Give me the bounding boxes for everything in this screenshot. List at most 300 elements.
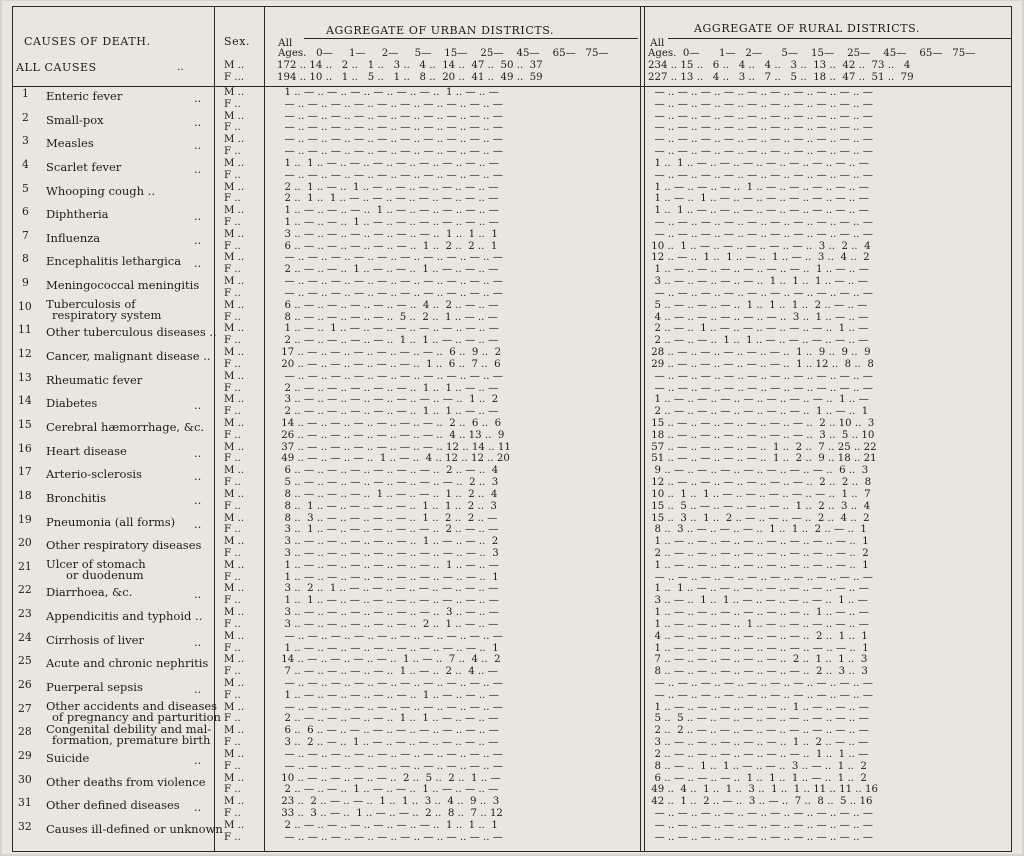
urban-row: — .. — .. — .. — .. — .. — .. — .. — .. — .. —	[278, 370, 503, 382]
cause-number: 27	[18, 701, 32, 715]
rural-column-rule-double	[644, 6, 645, 852]
sex-cell: M ..	[224, 299, 245, 311]
sex-cell: F ..	[224, 713, 241, 725]
urban-row: — .. — .. — .. — .. — .. — .. — .. — .. — .. —	[278, 134, 503, 146]
cause-number: 13	[18, 370, 32, 384]
sex-cell: F ..	[224, 287, 241, 299]
cause-name: Enteric fever	[46, 89, 123, 103]
cause-name: Congenital debility and mal-	[46, 722, 212, 737]
cause-name: Other respiratory diseases	[46, 538, 202, 553]
urban-row: 33 .. 3 .. — .. 1 .. — .. — .. 2 .. 8 .. 7 .. 12	[278, 808, 503, 820]
cause-name: Rheumatic fever	[46, 372, 143, 387]
rural-row: 1 .. 1 .. — .. — .. — .. — .. — .. — .. — .. —	[648, 157, 869, 169]
cause-name: Causes ill-defined or unknown	[46, 821, 223, 836]
urban-row: 1 .. — .. — .. — .. — .. — .. 1 .. — .. — .. —	[278, 689, 499, 701]
urban-row: 1 .. — .. — .. — .. 1 .. — .. — .. — .. — .. —	[278, 205, 499, 217]
urban-row: 1 .. — .. 1 .. — .. — .. — .. — .. — .. — .. —	[278, 323, 499, 335]
cause-number: 5	[22, 181, 29, 195]
sex-cell: F ..	[224, 784, 241, 796]
sex-cell: M ..	[224, 394, 245, 406]
cause-dots: ..	[194, 161, 202, 176]
sex-cell: F ..	[224, 429, 241, 441]
urban-row: — .. — .. — .. — .. — .. — .. — .. — .. — .. —	[278, 276, 503, 288]
urban-row: 2 .. — .. — .. — .. — .. 1 .. 1 .. — .. — .. —	[278, 713, 499, 725]
urban-row: — .. — .. — .. — .. — .. — .. — .. — .. — .. —	[278, 110, 503, 122]
cause-number: 22	[18, 583, 32, 597]
urban-row: 1 .. — .. — .. — .. — .. — .. — .. — .. — .. 1	[278, 642, 499, 654]
cause-dots: ..	[194, 587, 202, 602]
sex-cell: M ..	[224, 536, 245, 548]
urban-age-header: Ages. 0— 1— 2— 5— 15— 25— 45— 65— 75—	[278, 48, 609, 59]
cause-name: Diphtheria	[46, 207, 109, 222]
cause-dots: ..	[194, 209, 202, 224]
rural-row: 28 .. — .. — .. — .. — .. — .. 1 .. 9 .. 9 .. 9	[648, 347, 871, 359]
urban-row: — .. — .. — .. — .. — .. — .. — .. — .. — .. —	[278, 287, 503, 299]
sex-cell: M ..	[224, 678, 245, 689]
sex-cell: M ..	[224, 748, 245, 760]
urban-row: — .. — .. — .. — .. — .. — .. — .. — .. — .. —	[278, 760, 503, 772]
urban-row: 8 .. — .. — .. — .. 1 .. — .. — .. 1 .. 2 .. 4	[278, 488, 498, 500]
rural-row: 4 .. — .. — .. — .. — .. — .. 3 .. 1 .. — .. —	[648, 311, 869, 323]
cause-number: 31	[18, 796, 32, 810]
urban-row: 3 .. 1 .. — .. — .. — .. — .. — .. 2 .. — .. —	[278, 524, 499, 536]
cause-dots: ..	[194, 232, 202, 247]
causes-heading: CAUSES OF DEATH.	[24, 35, 151, 48]
cause-name: Suicide	[46, 750, 90, 765]
all-causes-rural-male: 234 .. 15 .. 6 .. 4 .. 4 .. 3 .. 13 .. 42 .. 73 .. 4	[648, 60, 911, 71]
rural-row: 1 .. — .. — .. — .. — .. — .. — .. 1 .. — .. —	[648, 264, 869, 276]
urban-column-rule	[264, 6, 265, 852]
cause-name-continued: formation, premature birth	[52, 733, 211, 748]
urban-row: 5 .. — .. — .. — .. — .. — .. — .. — .. 2 .. 3	[278, 477, 499, 489]
rural-row: 2 .. — .. — .. — .. — .. — .. — .. — .. — .. 2	[648, 547, 869, 559]
rural-row: — .. — .. — .. — .. — .. — .. — .. — .. — .. —	[648, 831, 873, 843]
sex-cell: M ..	[224, 110, 245, 122]
cause-dots: ..	[194, 492, 202, 507]
sex-cell: F ..	[224, 571, 241, 583]
rural-row: 7 .. — .. — .. — .. — .. — .. 2 .. 1 .. 1 .. 3	[648, 654, 868, 666]
sex-cell: M ..	[224, 157, 245, 169]
cause-name: Other tuberculous diseases ..	[46, 325, 217, 340]
urban-heading: AGGREGATE OF URBAN DISTRICTS.	[326, 24, 555, 37]
rural-row: 15 .. 5 .. — .. — .. — .. — .. 1 .. 2 .. 3 .. 4	[648, 500, 871, 512]
rural-row: 10 .. 1 .. 1 .. — .. — .. — .. — .. — .. 1 .. 7	[648, 488, 871, 500]
urban-row: 3 .. — .. — .. — .. — .. — .. 1 .. — .. — .. 2	[278, 536, 499, 548]
cause-number: 2	[22, 110, 29, 124]
urban-row: 1 .. — .. — .. 1 .. — .. — .. — .. — .. — .. —	[278, 217, 499, 229]
cause-name: Whooping cough ..	[46, 183, 156, 198]
sex-cell: M ..	[224, 205, 245, 217]
rural-row: 8 .. — .. 1 .. 1 .. — .. — .. 3 .. — .. 1 .. 2	[648, 760, 867, 772]
rural-row: 1 .. — .. — .. — .. — .. — .. — .. — .. — .. 1	[648, 559, 869, 571]
cause-number: 28	[18, 725, 32, 739]
urban-row: 3 .. — .. — .. — .. — .. — .. — .. — .. — .. 3	[278, 547, 499, 559]
cause-dots: ..	[194, 516, 202, 531]
rural-row: 1 .. 1 .. — .. — .. — .. — .. — .. — .. — .. —	[648, 583, 869, 595]
rural-row: 18 .. — .. — .. — .. — .. — .. — .. 3 .. 5 .. 10	[648, 429, 875, 441]
cause-number: 20	[18, 536, 32, 550]
cause-name: Diarrhoea, &c.	[46, 585, 133, 600]
rural-row: 1 .. — .. — .. — .. — .. — .. — .. — .. — .. 1	[648, 536, 869, 548]
cause-dots: ..	[194, 138, 202, 153]
sex-cell: M ..	[224, 559, 245, 571]
urban-row: 3 .. — .. — .. — .. — .. — .. 2 .. 1 .. — .. —	[278, 618, 499, 630]
cause-number: 15	[18, 417, 32, 431]
rural-heading: AGGREGATE OF RURAL DISTRICTS.	[694, 22, 921, 35]
cause-number: 4	[22, 157, 29, 171]
rural-row: 8 .. 3 .. — .. — .. — .. 1 .. 1 .. 2 .. — .. 1	[648, 524, 867, 536]
rural-row: 4 .. — .. — .. — .. — .. — .. — .. 2 .. 1 .. 1	[648, 630, 868, 642]
urban-row: 26 .. — .. — .. — .. — .. — .. — .. 4 .. 13 .. 9	[278, 429, 505, 441]
urban-row: 3 .. 2 .. 1 .. — .. — .. — .. — .. — .. — .. —	[278, 583, 499, 595]
sex-cell: M ..	[224, 347, 245, 359]
sex-cell: F ..	[224, 666, 241, 678]
urban-row: 17 .. — .. — .. — .. — .. — .. — .. 6 .. 9 .. 2	[278, 347, 502, 359]
cause-name: Measles	[46, 136, 94, 151]
cause-dots: ..	[194, 469, 202, 484]
cause-number: 21	[18, 559, 32, 573]
urban-row: — .. — .. — .. — .. — .. — .. — .. — .. — .. —	[278, 122, 503, 134]
cause-name: Small-pox	[46, 112, 104, 127]
urban-row: 2 .. — .. — .. 1 .. — .. — .. 1 .. — .. — .. —	[278, 264, 499, 276]
urban-row: — .. — .. — .. — .. — .. — .. — .. — .. — .. —	[278, 678, 503, 689]
cause-dots: ..	[194, 398, 202, 413]
sex-cell: M ..	[224, 819, 245, 831]
sex-cell: F ..	[224, 406, 241, 418]
sex-cell: M ..	[224, 228, 245, 240]
all-causes-sex-m: M ..	[224, 60, 245, 71]
cause-number: 9	[22, 276, 29, 290]
sex-cell: F ..	[224, 217, 241, 229]
cause-number: 18	[18, 488, 32, 502]
urban-row: 1 .. — .. — .. — .. — .. — .. — .. — .. — .. 1	[278, 571, 499, 583]
urban-row: 2 .. — .. — .. — .. — .. — .. 1 .. 1 .. — .. —	[278, 406, 499, 418]
sex-cell: F ..	[224, 122, 241, 134]
sex-cell: F ..	[224, 240, 241, 252]
cause-name: Other defined diseases	[46, 798, 180, 813]
rural-row: — .. — .. — .. — .. — .. — .. — .. — .. — .. —	[648, 678, 873, 689]
cause-dots: ..	[194, 114, 202, 129]
urban-row: 37 .. — .. — .. — .. — .. — .. — .. 12 .. 14 .. 11	[278, 441, 511, 453]
urban-row: 3 .. — .. — .. — .. — .. — .. — .. 3 .. — .. —	[278, 607, 499, 619]
sex-cell: F ..	[224, 547, 241, 559]
cause-number: 12	[18, 347, 32, 361]
urban-row: — .. — .. — .. — .. — .. — .. — .. — .. — .. —	[278, 98, 503, 110]
cause-number: 26	[18, 678, 32, 691]
urban-row: — .. — .. — .. — .. — .. — .. — .. — .. — .. —	[278, 701, 503, 713]
sex-cell: F ..	[224, 737, 241, 749]
sex-cell: M ..	[224, 87, 245, 98]
rural-row: — .. — .. — .. — .. — .. — .. — .. — .. — .. —	[648, 228, 873, 240]
rural-row: — .. — .. — .. — .. — .. — .. — .. — .. — .. —	[648, 217, 873, 229]
all-causes-sex-f: F ...	[224, 72, 245, 83]
rural-row: 10 .. 1 .. — .. — .. — .. — .. — .. 3 .. 2 .. 4	[648, 240, 871, 252]
urban-row: 8 .. 3 .. — .. — .. — .. — .. 1 .. 2 .. 2 .. —	[278, 512, 498, 524]
cause-name: Scarlet fever	[46, 159, 122, 174]
sex-cell: M ..	[224, 725, 245, 737]
cause-name: Encephalitis lethargica	[46, 254, 182, 269]
urban-row: 2 .. — .. — .. 1 .. — .. — .. 1 .. — .. — .. —	[278, 784, 499, 796]
sex-cell: F ..	[224, 760, 241, 772]
cause-name: Cirrhosis of liver	[46, 632, 144, 647]
cause-dots: ..	[194, 634, 202, 649]
urban-row: 6 .. — .. — .. — .. — .. — .. 4 .. 2 .. — .. —	[278, 299, 499, 311]
urban-all-label: All	[278, 37, 293, 49]
rural-row: 2 .. — .. 1 .. — .. — .. — .. — .. — .. 1 .. —	[648, 323, 869, 335]
cause-name: Cancer, malignant disease ..	[46, 349, 211, 364]
cause-name: Ulcer of stomach	[46, 556, 146, 571]
rural-row: — .. — .. — .. — .. — .. — .. — .. — .. — .. —	[648, 808, 873, 820]
rural-row: 5 .. — .. — .. — .. 1 .. 1 .. 1 .. 2 .. — .. —	[648, 299, 868, 311]
rural-column-rule	[640, 6, 641, 852]
rural-row: 1 .. — .. — .. — .. — .. — .. — .. — .. 1 .. —	[648, 394, 869, 406]
sex-heading: Sex.	[224, 35, 251, 48]
rural-row: 15 .. 3 .. 1 .. 2 .. — .. — .. — .. 2 .. 4 .. 2	[648, 512, 870, 524]
sex-cell: F ..	[224, 335, 241, 347]
sex-cell: M ..	[224, 583, 245, 595]
rural-row: 51 .. — .. — .. — .. — .. 1 .. 2 .. 9 .. 18 .. 21	[648, 453, 877, 465]
urban-row: — .. — .. — .. — .. — .. — .. — .. — .. — .. —	[278, 146, 503, 158]
cause-name: Influenza	[46, 230, 101, 245]
cause-name: Other deaths from violence	[46, 774, 206, 789]
cause-number: 6	[22, 205, 29, 219]
sex-cell: M ..	[224, 630, 245, 642]
rural-row: — .. — .. — .. — .. — .. — .. — .. — .. — .. —	[648, 689, 873, 701]
cause-name: Pneumonia (all forms)	[46, 514, 176, 529]
sex-cell: M ..	[224, 796, 245, 808]
rural-row: 57 .. — .. — .. — .. — .. 1 .. 2 .. 7 .. 25 .. 22	[648, 441, 877, 453]
rural-row: 1 .. — .. — .. — .. — .. — .. 1 .. — .. — .. —	[648, 701, 869, 713]
urban-row: 6 .. — .. — .. — .. — .. — .. 1 .. 2 .. 2 .. 1	[278, 240, 498, 252]
rural-row: 3 .. — .. — .. — .. — .. 1 .. 1 .. 1 .. — .. —	[648, 276, 868, 288]
cause-name: Appendicitis and typhoid ..	[46, 609, 203, 624]
rural-age-header: Ages. 0— 1— 2— 5— 15— 25— 45— 65— 75—	[648, 48, 976, 59]
cause-dots: ..	[194, 256, 202, 271]
cause-name: Tuberculosis of	[46, 296, 136, 311]
urban-header-rule	[304, 38, 638, 39]
urban-row: 6 .. — .. — .. — .. — .. — .. — .. 2 .. — .. 4	[278, 465, 499, 477]
all-causes-label: ALL CAUSES	[16, 61, 97, 74]
sex-cell: M ..	[224, 323, 245, 335]
rural-row: — .. — .. — .. — .. — .. — .. — .. — .. — .. —	[648, 819, 873, 831]
rural-row: — .. — .. — .. — .. — .. — .. — .. — .. — .. —	[648, 87, 873, 98]
sex-cell: M ..	[224, 772, 245, 784]
cause-name: Other accidents and diseases	[46, 698, 218, 713]
rural-row: 1 .. — .. — .. — .. 1 .. — .. — .. — .. — .. —	[648, 618, 869, 630]
cause-number: 17	[18, 465, 32, 479]
sex-cell: F ..	[224, 595, 241, 607]
urban-row: — .. — .. — .. — .. — .. — .. — .. — .. — .. —	[278, 630, 503, 642]
rural-row: 3 .. — .. — .. — .. — .. — .. 1 .. 2 .. — .. —	[648, 737, 869, 749]
urban-row: 23 .. 2 .. — .. — .. 1 .. 1 .. 3 .. 4 .. 9 .. 3	[278, 796, 500, 808]
cause-number: 23	[18, 607, 32, 621]
sex-cell: F ..	[224, 311, 241, 323]
sex-cell: F ..	[224, 453, 241, 465]
rural-row: 2 .. — .. — .. — .. — .. — .. — .. 1 .. — .. 1	[648, 406, 869, 418]
rural-row: 15 .. — .. — .. — .. — .. — .. — .. 2 .. 10 .. 3	[648, 417, 875, 429]
sex-cell: M ..	[224, 465, 245, 477]
rural-row: 5 .. 5 .. — .. — .. — .. — .. — .. — .. — .. —	[648, 713, 869, 725]
urban-row: — .. — .. — .. — .. — .. — .. — .. — .. — .. —	[278, 169, 503, 181]
rural-row: 49 .. 4 .. 1 .. 1 .. 3 .. 1 .. 1 .. 11 .. 11 .. 16	[648, 784, 878, 796]
cause-name-continued: of pregnancy and parturition	[52, 709, 221, 724]
rural-row: 2 .. 2 .. — .. — .. — .. — .. — .. — .. — .. —	[648, 725, 869, 737]
sex-cell: F ..	[224, 193, 241, 205]
urban-row: 7 .. — .. — .. — .. — .. 1 .. — .. 2 .. 4 .. —	[278, 666, 498, 678]
urban-row: 6 .. 6 .. — .. — .. — .. — .. — .. — .. — .. —	[278, 725, 499, 737]
cause-number: 14	[18, 394, 32, 408]
rural-row: 3 .. — .. 1 .. 1 .. — .. — .. — .. — .. 1 .. —	[648, 595, 868, 607]
urban-row: 8 .. — .. — .. — .. — .. 5 .. 2 .. 1 .. — .. —	[278, 311, 498, 323]
cause-dots: ..	[194, 445, 202, 460]
rural-row: — .. — .. — .. — .. — .. — .. — .. — .. — .. —	[648, 287, 873, 299]
cause-name: Meningococcal meningitis	[46, 278, 200, 293]
cause-name: Heart disease	[46, 443, 127, 458]
cause-number: 24	[18, 630, 32, 644]
rural-row: 9 .. — .. — .. — .. — .. — .. — .. — .. 6 .. 3	[648, 465, 869, 477]
rural-header-rule	[668, 38, 1011, 39]
sex-cell: F ..	[224, 618, 241, 630]
cause-name: Diabetes	[46, 396, 98, 411]
urban-row: 1 .. 1 .. — .. — .. — .. — .. — .. — .. — .. —	[278, 595, 499, 607]
cause-number: 25	[18, 654, 32, 668]
rural-row: 2 .. — .. — .. 1 .. 1 .. — .. — .. — .. — .. —	[648, 335, 869, 347]
rural-all-label: All	[650, 37, 665, 49]
rural-row: 8 .. — .. — .. — .. — .. — .. — .. 2 .. 3 .. 3	[648, 666, 868, 678]
sex-cell: F ..	[224, 169, 241, 181]
sex-cell: M ..	[224, 607, 245, 619]
cause-number: 8	[22, 252, 29, 266]
rural-row: 42 .. 1 .. 2 .. — .. 3 .. — .. 7 .. 8 .. 5 .. 16	[648, 796, 873, 808]
urban-row: 14 .. — .. — .. — .. — .. — .. — .. 2 .. 6 .. 6	[278, 417, 502, 429]
sex-cell: M ..	[224, 654, 245, 666]
sex-cell: F ..	[224, 382, 241, 394]
rural-row: — .. — .. — .. — .. — .. — .. — .. — .. — .. —	[648, 134, 873, 146]
sex-cell: F ..	[224, 642, 241, 654]
cause-dots: ..	[194, 752, 202, 767]
sex-cell: M ..	[224, 252, 245, 264]
rural-row: 1 .. — .. — .. — .. — .. — .. — .. 1 .. — .. —	[648, 607, 869, 619]
urban-row: — .. — .. — .. — .. — .. — .. — .. — .. — .. —	[278, 831, 503, 843]
rural-row: 1 .. 1 .. — .. — .. — .. — .. — .. — .. — .. —	[648, 205, 869, 217]
urban-row: 2 .. — .. — .. — .. — .. — .. 1 .. 1 .. — .. —	[278, 382, 499, 394]
sex-cell: F ..	[224, 358, 241, 370]
cause-dots: ..	[194, 682, 202, 696]
cause-name: Puerperal sepsis	[46, 680, 143, 694]
cause-number: 29	[18, 748, 32, 762]
sex-cell: F ..	[224, 264, 241, 276]
cause-name: Arterio-sclerosis	[46, 467, 142, 482]
all-causes-rural-female: 227 .. 13 .. 4 .. 3 .. 7 .. 5 .. 18 .. 47 .. 51 .. 79	[648, 72, 914, 83]
cause-name: Acute and chronic nephritis	[46, 656, 209, 671]
urban-row: 8 .. 1 .. — .. — .. — .. — .. 1 .. 1 .. 2 .. 3	[278, 500, 497, 512]
rural-row: 12 .. — .. 1 .. 1 .. — .. 1 .. — .. 3 .. 4 .. 2	[648, 252, 870, 264]
all-causes-dots: ..	[177, 61, 184, 73]
rural-row: 1 .. — .. 1 .. — .. — .. — .. — .. — .. — .. —	[648, 193, 869, 205]
sex-cell: F ..	[224, 689, 241, 701]
cause-dots: ..	[194, 91, 202, 105]
sex-cell: M ..	[224, 701, 245, 713]
cause-number: 19	[18, 512, 32, 526]
sex-cell: M ..	[224, 512, 245, 524]
urban-row: 2 .. — .. — .. — .. — .. — .. — .. 1 .. 1 .. 1	[278, 819, 498, 831]
sex-cell: F ..	[224, 500, 241, 512]
urban-row: 1 .. — .. — .. — .. — .. — .. — .. 1 .. — .. —	[278, 87, 499, 98]
cause-number: 3	[22, 134, 29, 148]
cause-number: 32	[18, 819, 32, 833]
cause-number: 30	[18, 772, 32, 786]
sex-cell: M ..	[224, 441, 245, 453]
sex-cell: F ..	[224, 98, 241, 110]
urban-row: 2 .. 1 .. — .. 1 .. — .. — .. — .. — .. — .. —	[278, 181, 499, 193]
urban-row: 3 .. — .. — .. — .. — .. — .. — .. 1 .. 1 .. 1	[278, 228, 498, 240]
sex-cell: M ..	[224, 370, 245, 382]
sex-cell: M ..	[224, 276, 245, 288]
urban-row: 2 .. 1 .. 1 .. — .. — .. — .. — .. — .. — .. —	[278, 193, 499, 205]
urban-row: — .. — .. — .. — .. — .. — .. — .. — .. — .. —	[278, 252, 503, 264]
sex-cell: F ..	[224, 146, 241, 158]
sex-cell: F ..	[224, 524, 241, 536]
cause-dots: ..	[194, 800, 202, 815]
cause-number: 10	[18, 299, 32, 313]
sex-cell: F ..	[224, 831, 241, 843]
urban-row: 1 .. — .. — .. — .. — .. — .. — .. 1 .. — .. —	[278, 559, 499, 571]
all-causes-urban-female: 194 .. 10 .. 1 .. 5 .. 1 .. 8 .. 20 .. 41 .. 49 .. 59	[277, 72, 543, 83]
rural-row: — .. — .. — .. — .. — .. — .. — .. — .. — .. —	[648, 98, 873, 110]
urban-row: 2 .. — .. — .. — .. — .. 1 .. 1 .. — .. — .. —	[278, 335, 499, 347]
rural-row: 6 .. — .. — .. — .. 1 .. 1 .. 1 .. — .. 1 .. 2	[648, 772, 867, 784]
sex-cell: F ..	[224, 477, 241, 489]
rural-row: — .. — .. — .. — .. — .. — .. — .. — .. — .. —	[648, 146, 873, 158]
rural-row: 12 .. — .. — .. — .. — .. — .. — .. 2 .. 2 .. 8	[648, 477, 872, 489]
rural-row: 29 .. — .. — .. — .. — .. — .. 1 .. 12 .. 8 .. 8	[648, 358, 874, 370]
urban-row: 3 .. 2 .. — .. 1 .. — .. — .. — .. — .. — .. —	[278, 737, 499, 749]
sex-cell: M ..	[224, 488, 245, 500]
cause-name: Cerebral hæmorrhage, &c.	[46, 419, 205, 434]
all-causes-urban-male: 172 .. 14 .. 2 .. 1 .. 3 .. 4 .. 14 .. 47 .. 50 .. 37	[277, 60, 543, 71]
rural-row: 1 .. — .. — .. — .. — .. — .. — .. — .. — .. 1	[648, 642, 869, 654]
urban-row: 3 .. — .. — .. — .. — .. — .. — .. — .. 1 .. 2	[278, 394, 499, 406]
urban-row: 14 .. — .. — .. — .. — .. 1 .. — .. 7 .. 4 .. 2	[278, 654, 501, 666]
cause-name: Bronchitis	[46, 490, 107, 505]
rural-row: — .. — .. — .. — .. — .. — .. — .. — .. — .. —	[648, 169, 873, 181]
cause-name-continued: or duodenum	[66, 567, 144, 582]
urban-row: 10 .. — .. — .. — .. — .. 2 .. 5 .. 2 .. 1 .. —	[278, 772, 501, 784]
cause-number: 16	[18, 441, 32, 455]
urban-row: — .. — .. — .. — .. — .. — .. — .. — .. — .. —	[278, 748, 503, 760]
urban-row: 49 .. — .. — .. — .. 1 .. — .. 4 .. 12 .. 12 .. 20	[278, 453, 510, 465]
rural-row: — .. — .. — .. — .. — .. — .. — .. — .. — .. —	[648, 110, 873, 122]
rural-row: — .. — .. — .. — .. — .. — .. — .. — .. — .. —	[648, 122, 873, 134]
rural-row: — .. — .. — .. — .. — .. — .. — .. — .. — .. —	[648, 571, 873, 583]
rural-row: 2 .. — .. — .. — .. — .. — .. — .. 1 .. 1 .. —	[648, 748, 869, 760]
rural-row: — .. — .. — .. — .. — .. — .. — .. — .. — .. —	[648, 382, 873, 394]
cause-number: 1	[22, 87, 29, 100]
rural-row: — .. — .. — .. — .. — .. — .. — .. — .. — .. —	[648, 370, 873, 382]
urban-row: 1 .. 1 .. — .. — .. — .. — .. — .. — .. — .. —	[278, 157, 499, 169]
sex-cell: M ..	[224, 181, 245, 193]
cause-name-continued: respiratory system	[52, 307, 162, 322]
sex-cell: M ..	[224, 417, 245, 429]
cause-number: 7	[22, 228, 29, 242]
sex-cell: M ..	[224, 134, 245, 146]
sex-cell: F ..	[224, 808, 241, 820]
document-page	[2, 1, 1022, 854]
sex-column-rule	[214, 6, 215, 852]
rural-row: 1 .. — .. — .. — .. 1 .. — .. — .. — .. — .. —	[648, 181, 869, 193]
cause-number: 11	[18, 323, 32, 337]
urban-row: 20 .. — .. — .. — .. — .. — .. 1 .. 6 .. 7 .. 6	[278, 358, 501, 370]
